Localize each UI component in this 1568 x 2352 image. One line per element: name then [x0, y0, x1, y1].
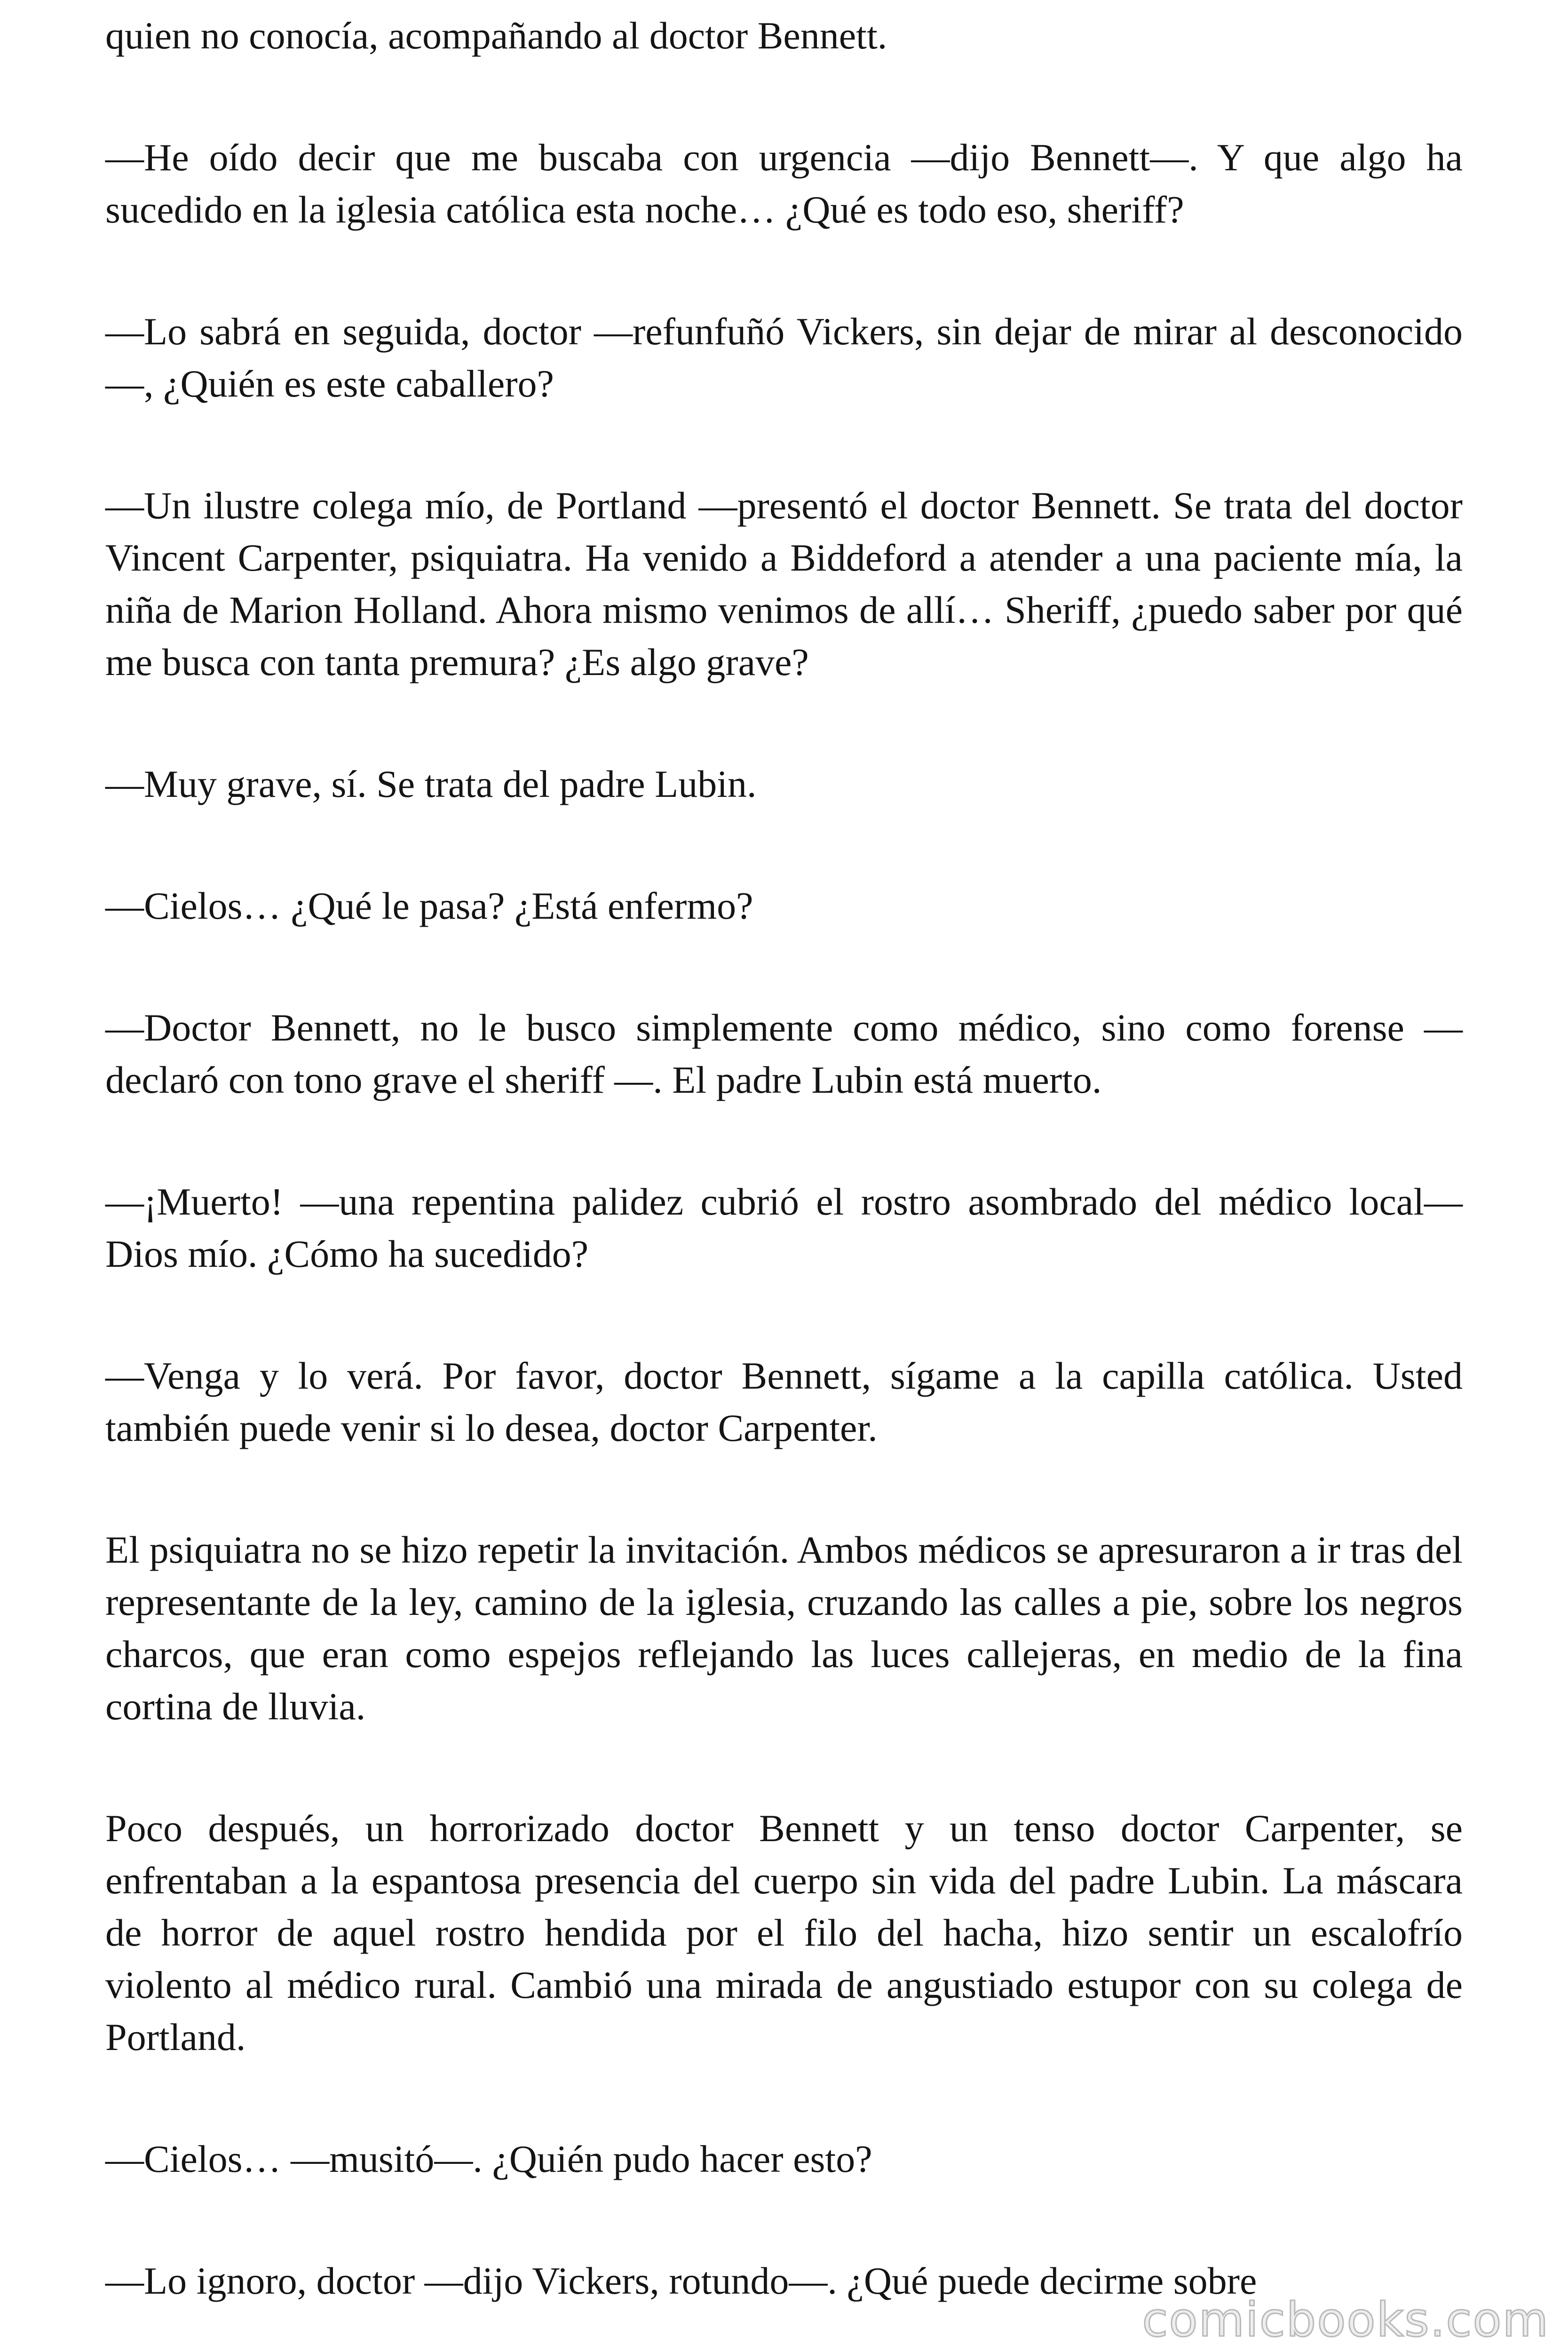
paragraph-3: —Lo sabrá en seguida, doctor —refunfuñó Vickers, sin dejar de mirar al desconocido—, ¿Quién es este caballero? [105, 310, 1463, 405]
paragraph-9: —Venga y lo verá. Por favor, doctor Bennett, sígame a la capilla católica. Usted también puede venir si lo desea, doctor Carpenter. [105, 1354, 1463, 1449]
paragraph-6: —Cielos… ¿Qué le pasa? ¿Está enfermo? [105, 884, 753, 927]
paragraph-2: —He oído decir que me buscaba con urgencia —dijo Bennett—. Y que algo ha sucedido en la iglesia católica esta noche… ¿Qué es todo eso, sheriff? [105, 136, 1463, 231]
paragraph-11: Poco después, un horrorizado doctor Bennett y un tenso doctor Carpenter, se enfrentaban a la espantosa presencia del cuerpo sin vida del padre Lubin. La máscara de horror de aquel rostro hendida por el filo del hacha, hizo sentir un escalofrío violento al médico rural. Cambió una mirada de angustiado estupor con su colega de Portland. [105, 1807, 1463, 2058]
paragraph-5: —Muy grave, sí. Se trata del padre Lubin. [105, 763, 757, 805]
paragraph-12: —Cielos… —musitó—. ¿Quién pudo hacer esto? [105, 2137, 872, 2180]
paragraph-10: El psiquiatra no se hizo repetir la invitación. Ambos médicos se apresuraron a ir tras del representante de la ley, camino de la iglesia, cruzando las calles a pie, sobre los negros charcos, que eran como espejos reflejando las luces callejeras, en medio de la fina cortina de lluvia. [105, 1528, 1463, 1728]
paragraph-13: —Lo ignoro, doctor —dijo Vickers, rotundo—. ¿Qué puede decirme sobre [105, 2259, 1257, 2302]
paragraph-4: —Un ilustre colega mío, de Portland —presentó el doctor Bennett. Se trata del doctor Vincent Carpenter, psiquiatra. Ha venido a Biddeford a atender a una paciente mía, la niña de Marion Holland. Ahora mismo venimos de allí… Sheriff, ¿puedo saber por qué me busca con tanta premura? ¿Es algo grave? [105, 484, 1463, 683]
paragraph-7: —Doctor Bennett, no le busco simplemente como médico, sino como forense —declaró con tono grave el sheriff —. El padre Lubin está muerto. [105, 1006, 1463, 1101]
paragraph-1: quien no conocía, acompañando al doctor Bennett. [105, 14, 887, 57]
paragraph-8: —¡Muerto! —una repentina palidez cubrió el rostro asombrado del médico local— Dios mío. ¿Cómo ha sucedido? [105, 1180, 1463, 1275]
watermark-text: comicbooks.com [1142, 2292, 1549, 2347]
document-page [105, 9, 1463, 2333]
